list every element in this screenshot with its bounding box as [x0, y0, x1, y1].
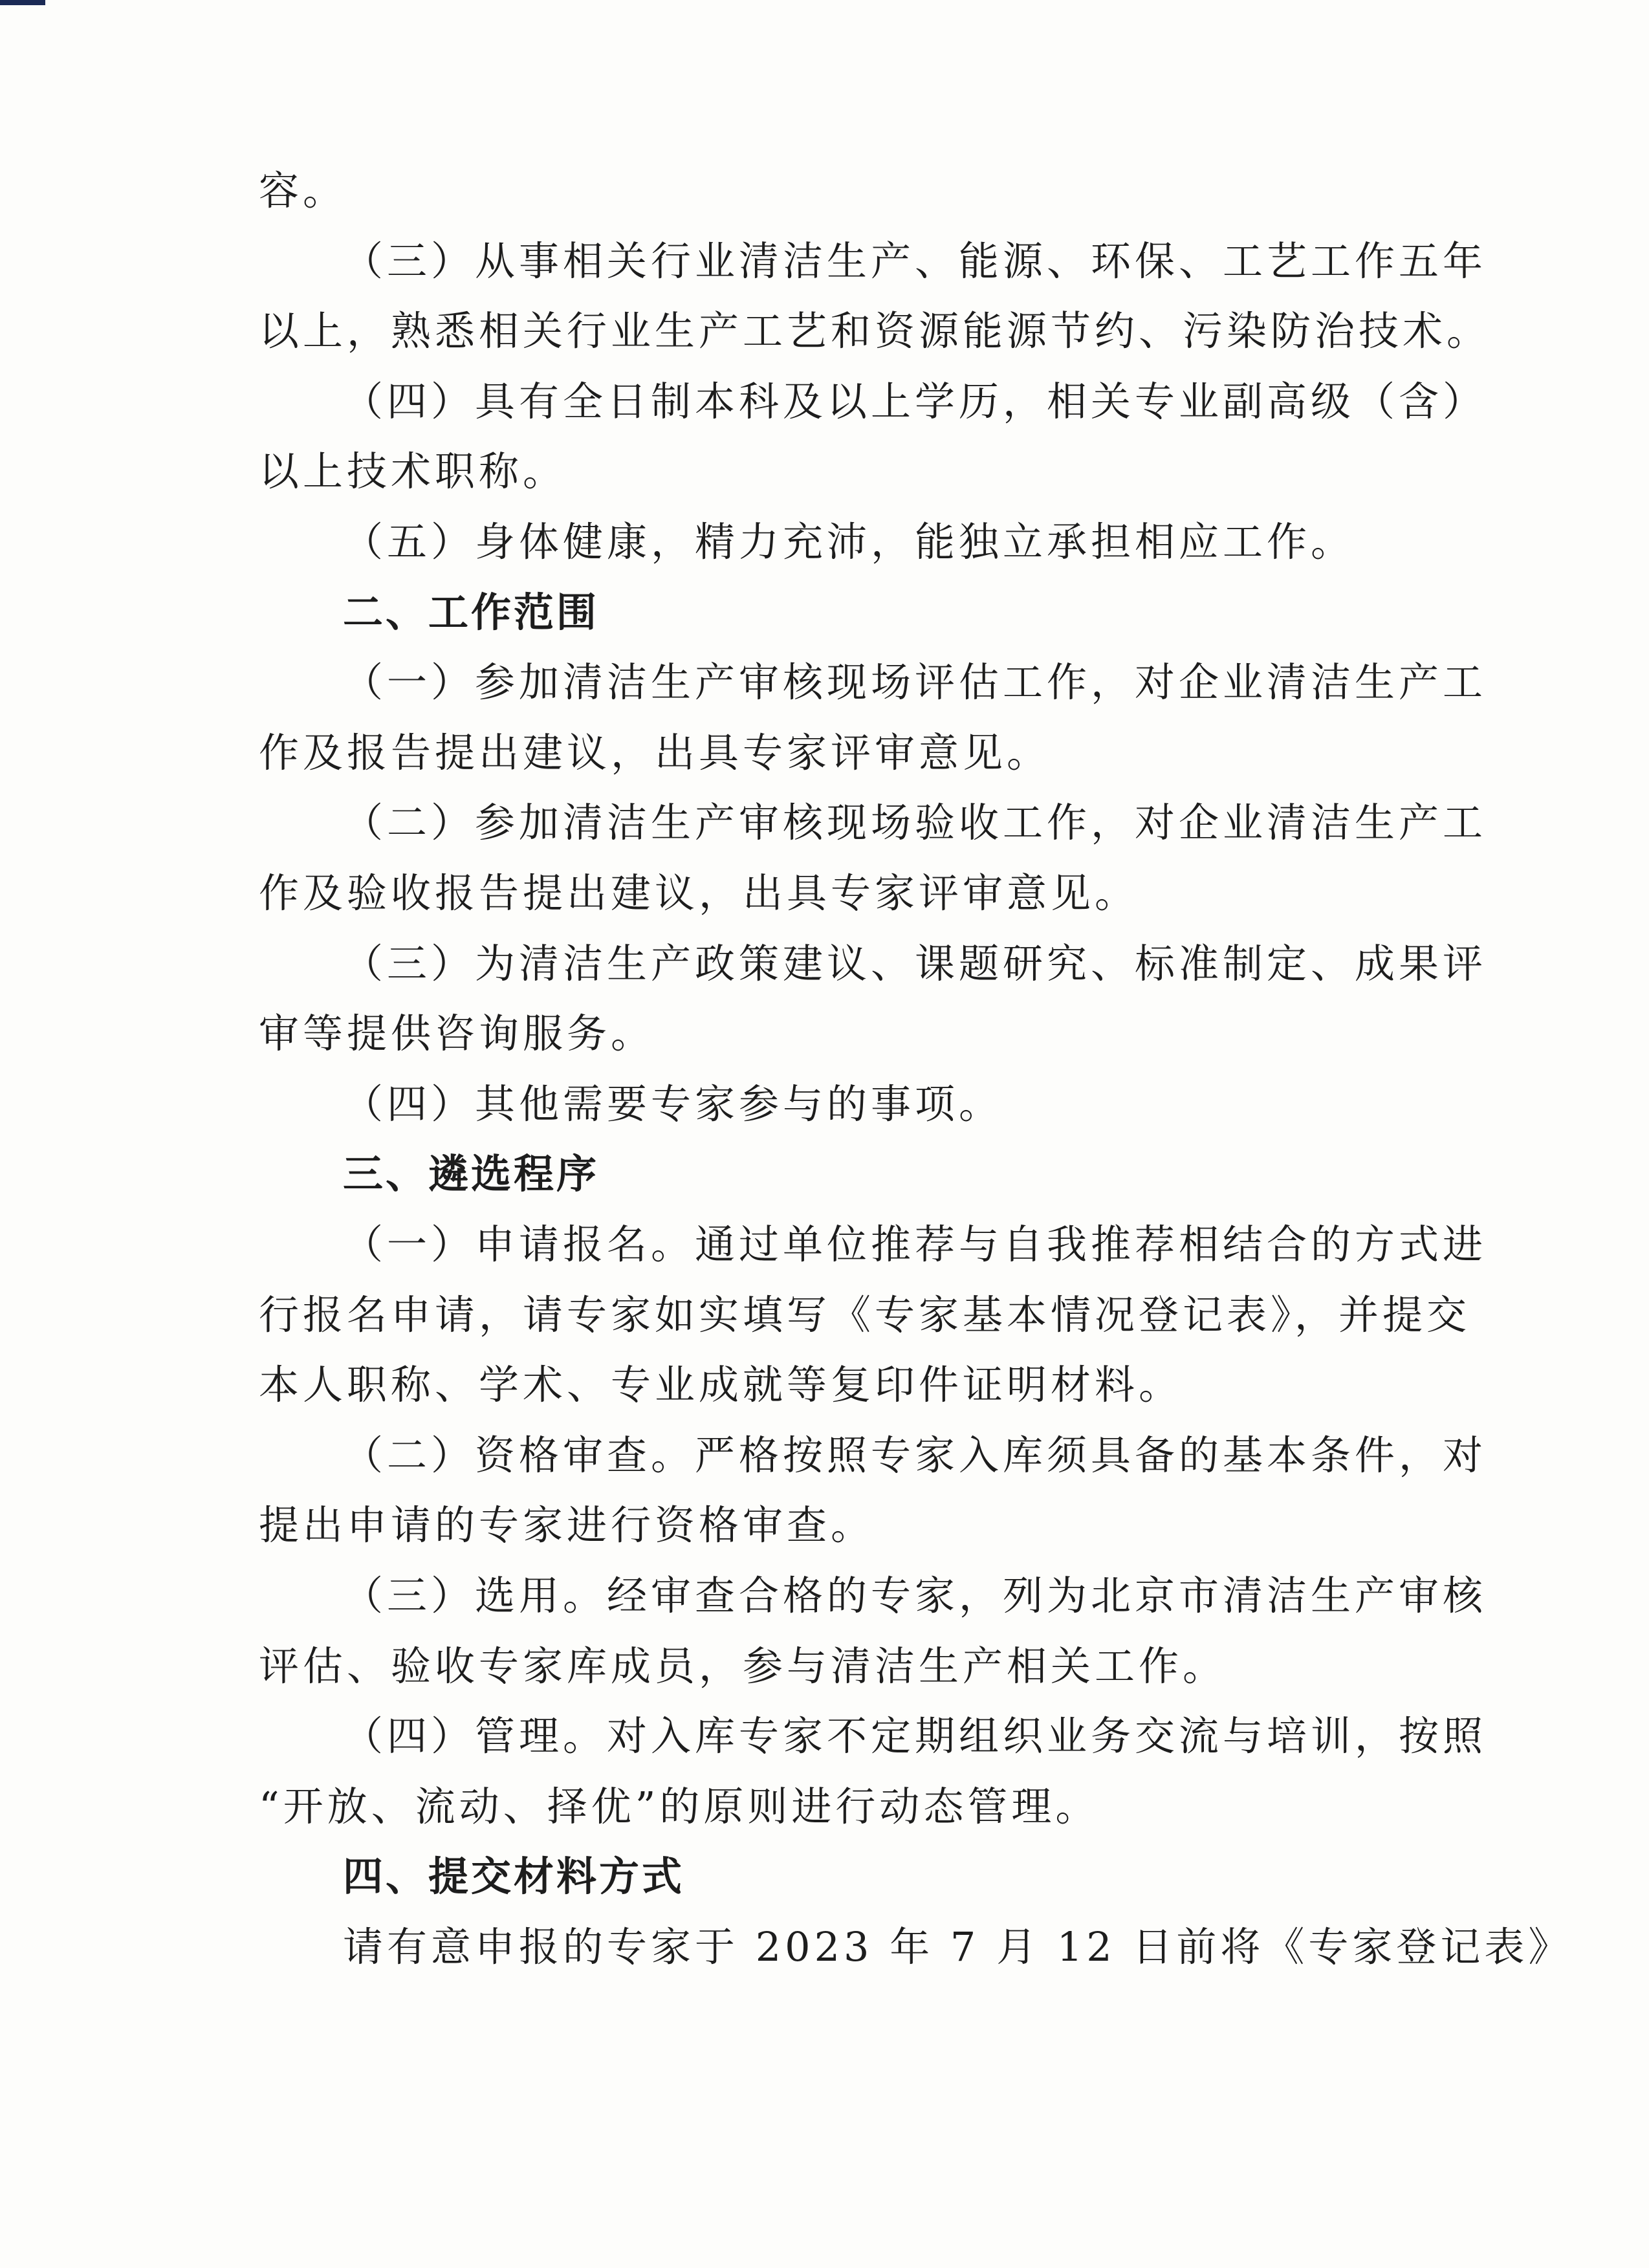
- text-line: （一）申请报名。通过单位推荐与自我推荐相结合的方式进: [343, 1221, 1487, 1268]
- text-line: （三）选用。经审查合格的专家，列为北京市清洁生产审核: [343, 1572, 1487, 1619]
- text-line: 评估、验收专家库成员，参与清洁生产相关工作。: [259, 1642, 1227, 1690]
- text-line: 以上，熟悉相关行业生产工艺和资源能源节约、污染防治技术。: [259, 307, 1491, 355]
- text-line: （四）其他需要专家参与的事项。: [343, 1080, 1003, 1128]
- scan-corner-mark: [0, 0, 45, 5]
- text-line: 审等提供咨询服务。: [259, 1010, 655, 1058]
- text-line: 作及验收报告提出建议，出具专家评审意见。: [259, 869, 1139, 917]
- text-line: （二）参加清洁生产审核现场验收工作，对企业清洁生产工: [343, 799, 1487, 847]
- text-line: 以上技术职称。: [259, 448, 567, 496]
- text-line: （一）参加清洁生产审核现场评估工作，对企业清洁生产工: [343, 659, 1487, 706]
- section-heading: 四、提交材料方式: [343, 1853, 685, 1901]
- text-line: （三）从事相关行业清洁生产、能源、环保、工艺工作五年: [343, 237, 1487, 285]
- text-line: （三）为清洁生产政策建议、课题研究、标准制定、成果评: [343, 939, 1487, 987]
- text-line: （二）资格审查。严格按照专家入库须具备的基本条件，对: [343, 1431, 1487, 1479]
- text-line: 容。: [259, 167, 347, 214]
- text-line: 请有意申报的专家于 2023 年 7 月 12 日前将《专家登记表》: [343, 1923, 1573, 1970]
- section-heading: 二、工作范围: [343, 588, 600, 636]
- section-heading: 三、遴选程序: [343, 1150, 600, 1198]
- text-line: 提出申请的专家进行资格审查。: [259, 1501, 875, 1549]
- text-line: （四）具有全日制本科及以上学历，相关专业副高级（含）: [343, 377, 1487, 425]
- text-line: 行报名申请，请专家如实填写《专家基本情况登记表》，并提交: [259, 1291, 1471, 1338]
- text-line: “开放、流动、择优”的原则进行动态管理。: [259, 1782, 1100, 1830]
- text-line: 作及报告提出建议，出具专家评审意见。: [259, 728, 1051, 776]
- text-line: （五）身体健康，精力充沛，能独立承担相应工作。: [343, 518, 1355, 565]
- text-line: 本人职称、学术、专业成就等复印件证明材料。: [259, 1361, 1183, 1409]
- text-line: （四）管理。对入库专家不定期组织业务交流与培训，按照: [343, 1712, 1487, 1760]
